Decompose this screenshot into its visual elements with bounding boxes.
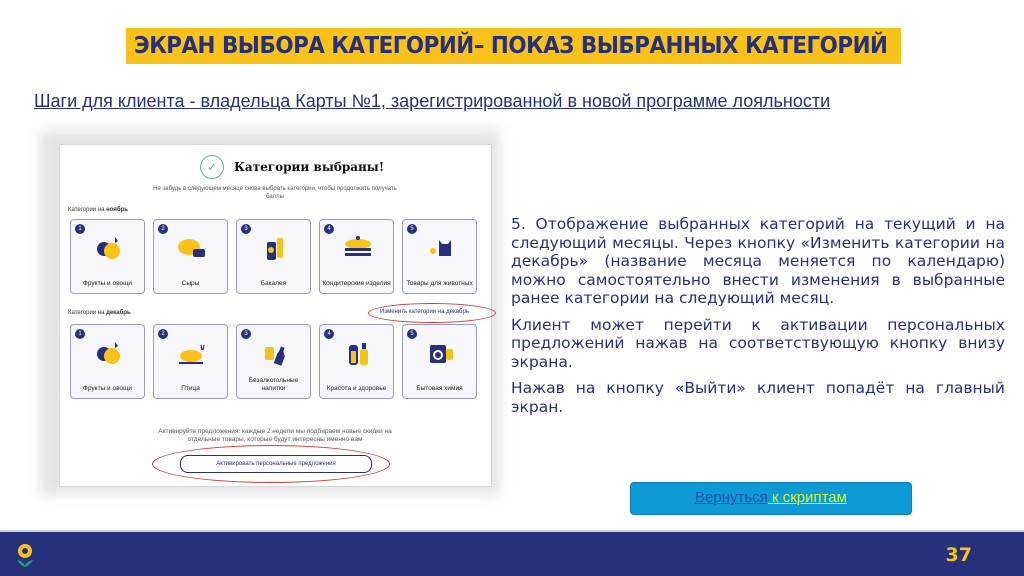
description-text — [511, 215, 1005, 424]
category-card[interactable]: 1 Фрукты и овощи — [70, 219, 145, 294]
slide-subtitle[interactable]: Шаги для клиента - владельца Карты №1, зарегистрированной в новой программе лояльности — [34, 91, 831, 111]
card-number: 3 — [241, 224, 251, 234]
app-screenshot — [59, 144, 492, 487]
category-card[interactable]: 5 Бытовая химия — [402, 324, 477, 399]
fruits-icon — [93, 339, 125, 367]
description-paragraph: 5. Отображение выбранных категорий на текущий и на следующий месяцы. Через кнопку «Изменить категории на декабрь» (название месяца меняется по календарю) можно самостоятельно внести изменения в выбранные ранее категории на следующий месяц. — [511, 215, 1005, 307]
footer-bar — [0, 530, 1024, 576]
check-circle-icon: ✓ — [200, 155, 224, 179]
cake-icon — [342, 234, 374, 262]
success-title: Категории выбраны! — [234, 160, 385, 174]
card-number: 4 — [324, 329, 334, 339]
reminder-hint: Не забудь в следующем месяце снова выбрать категории, чтобы продолжить получать баллы — [153, 186, 397, 200]
offer-description: Активируйте предложения: каждые 2 недели мы подбираем новые скидки на отдельные товары, которые будут интересны именно вам — [158, 428, 392, 443]
card-number: 3 — [241, 329, 251, 339]
success-header — [200, 155, 384, 179]
washing-machine-icon — [425, 339, 457, 367]
category-card[interactable]: 5 Товары для животных — [402, 219, 477, 294]
category-card[interactable]: 2 Сыры — [153, 219, 228, 294]
page-number: 37 — [945, 544, 972, 566]
slide-title: ЭКРАН ВЫБОРА КАТЕГОРИЙ– ПОКАЗ ВЫБРАННЫХ КАТЕГОРИЙ — [134, 33, 888, 59]
category-card[interactable]: 1 Фрукты и овощи — [70, 324, 145, 399]
card-number: 4 — [324, 224, 334, 234]
description-paragraph: Нажав на кнопку «Выйти» клиент попадёт на главный экран. — [511, 379, 1005, 416]
category-card[interactable]: 3 Бакалея — [236, 219, 311, 294]
back-to-scripts-button[interactable] — [630, 482, 912, 515]
category-card[interactable]: 3 Безалкогольные напитки — [236, 324, 311, 399]
card-number: 5 — [407, 224, 417, 234]
change-categories-link[interactable]: Изменить категории на декабрь — [380, 309, 469, 315]
category-card[interactable]: 4 Кондитерские изделия — [319, 219, 394, 294]
card-number: 1 — [75, 329, 85, 339]
scripts-link[interactable]: к скриптам — [767, 489, 847, 506]
card-number: 2 — [158, 224, 168, 234]
activate-offers-button[interactable]: Активировать персональные предложения — [180, 455, 372, 473]
next-month-label: Категории на декабрь — [68, 310, 131, 316]
card-number: 5 — [407, 329, 417, 339]
poultry-icon — [176, 339, 208, 367]
cat-icon — [425, 234, 457, 262]
category-card[interactable]: 4 Красота и здоровье — [319, 324, 394, 399]
current-categories — [70, 219, 477, 294]
back-link[interactable]: Вернуться — [695, 489, 768, 506]
fruits-icon — [93, 234, 125, 262]
card-number: 1 — [75, 224, 85, 234]
description-paragraph: Клиент может перейти к активации персональных предложений нажав на соответствующую кнопку внизу экрана. — [511, 315, 1005, 371]
category-card[interactable]: 2 Птица — [153, 324, 228, 399]
card-number: 2 — [158, 329, 168, 339]
flower-logo-icon — [14, 542, 36, 568]
cosmetics-icon — [342, 339, 374, 367]
next-categories — [70, 324, 477, 399]
drinks-icon — [259, 339, 291, 367]
cheese-icon — [176, 234, 208, 262]
grocery-icon — [259, 234, 291, 262]
current-month-label: Категории на ноябрь — [68, 207, 128, 213]
